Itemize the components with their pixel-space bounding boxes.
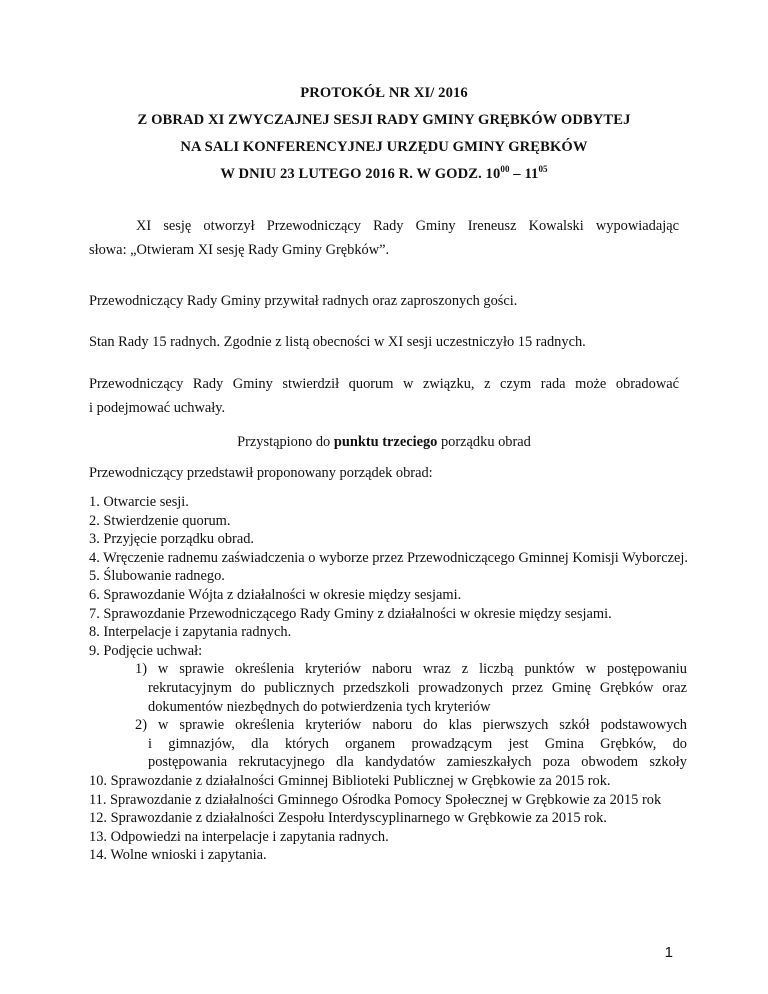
- opening-paragraph: XI sesję otworzył Przewodniczący Rady Gminy Ireneusz Kowalski wypowiadając słowa: „Otwieram XI sesję Rady Gminy Grębków”.: [89, 218, 679, 258]
- list-item: 11. Sprawozdanie z działalności Gminnego Ośrodka Pomocy Społecznej w Grębkowie za 2015 rok: [89, 791, 662, 808]
- list-item: 8. Interpelacje i zapytania radnych.: [89, 624, 292, 641]
- resolution-1-line: rekrutacyjnym do publicznych przedszkoli prowadzonych przez Gminę Grębków oraz: [148, 679, 687, 696]
- resolution-1-line: 1) w sprawie określenia kryteriów naboru wraz z liczbą punktów w postępowaniu: [135, 661, 687, 678]
- attendance-paragraph: Stan Rady 15 radnych. Zgodnie z listą obecności w XI sesji uczestniczyło 15 radnych.: [89, 334, 586, 350]
- greeting-paragraph: Przewodniczący Rady Gminy przywitał radnych oraz zaproszonych gości.: [89, 293, 518, 309]
- protocol-title: PROTOKÓŁ NR XI/ 2016: [300, 85, 468, 101]
- resolution-1-line: dokumentów niezbędnych do potwierdzenia tych kryteriów: [148, 698, 491, 715]
- resolution-list: [89, 660, 687, 772]
- session-title: Z OBRAD XI ZWYCZAJNEJ SESJI RADY GMINY GRĘBKÓW ODBYTEJ: [137, 112, 631, 128]
- resolution-2-line: postępowania rekrutacyjnego dla kandydatów zamieszkałych poza obwodem szkoły: [148, 754, 687, 771]
- list-item: 2. Stwierdzenie quorum.: [89, 512, 231, 529]
- agenda-intro: Przewodniczący przedstawił proponowany porządek obrad:: [89, 465, 433, 481]
- list-item: 5. Ślubowanie radnego.: [89, 568, 225, 585]
- date-time-title: W DNIU 23 LUTEGO 2016 R. W GODZ. $10^{00} - 11^{05}$: [220, 164, 548, 182]
- agenda-list: [89, 493, 689, 865]
- quorum-paragraph: Przewodniczący Rady Gminy stwierdził quorum w związku, z czym rada może obradować i podejmować uchwały.: [89, 376, 679, 416]
- list-item: 6. Sprawozdanie Wójta z działalności w okresie między sesjami.: [89, 586, 462, 603]
- list-item: 1. Otwarcie sesji.: [89, 494, 189, 510]
- list-item: 12. Sprawozdanie z działalności Zespołu Interdyscyplinarnego w Grębkowie za 2015 rok.: [89, 810, 607, 827]
- list-item: 13. Odpowiedzi na interpelacje i zapytania radnych.: [89, 828, 389, 845]
- resolution-2-line: 2) w sprawie określenia kryteriów naboru do klas pierwszych szkół podstawowych: [135, 717, 687, 734]
- page-number: 1: [664, 944, 673, 961]
- resolution-2-line: i gimnazjów, dla których organem prowadzącym jest Gmina Grębków, do: [148, 735, 687, 752]
- venue-title: NA SALI KONFERENCYJNEJ URZĘDU GMINY GRĘBKÓW: [180, 139, 588, 155]
- list-item: 4. Wręczenie radnemu zaświadczenia o wyborze przez Przewodniczącego Gminnej Komisji Wyborczej.: [89, 549, 688, 566]
- list-item: 14. Wolne wnioski i zapytania.: [89, 847, 267, 864]
- agenda-point-heading: Przystąpiono do punktu trzeciego porządku obrad: [237, 434, 531, 450]
- list-item: 10. Sprawozdanie z działalności Gminnej Biblioteki Publicznej w Grębkowie za 2015 rok.: [89, 772, 611, 789]
- list-item: 9. Podjęcie uchwał:: [89, 642, 203, 659]
- list-item: 7. Sprawozdanie Przewodniczącego Rady Gminy z działalności w okresie między sesjami.: [89, 605, 612, 622]
- list-item: 3. Przyjęcie porządku obrad.: [89, 531, 255, 548]
